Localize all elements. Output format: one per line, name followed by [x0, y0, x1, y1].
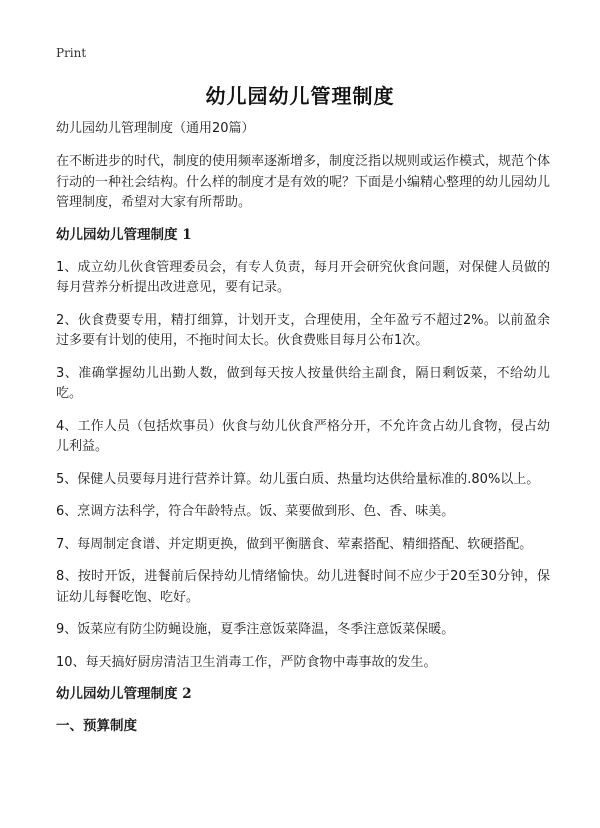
list-item: 6、烹调方法科学，符合年龄特点。饭、菜要做到形、色、香、味美。: [56, 504, 455, 519]
document-title: 幼儿园幼儿管理制度: [205, 84, 395, 108]
list-item: 1、成立幼儿伙食管理委员会，有专人负责，每月开会研究伙食问题，对保健人员做的每月营养分析提出改进意见，要有记录。: [56, 259, 550, 295]
list-item: 2、伙食费要专用，精打细算，计划开支，合理使用，全年盈亏不超过2%。以前盈余过多要有计划的使用，不拖时间太长。伙食费账目每月公布1次。: [56, 312, 550, 348]
subsection-heading: 一、预算制度: [56, 718, 137, 734]
intro-paragraph: 在不断进步的时代，制度的使用频率逐渐增多，制度泛指以规则或运作模式，规范个体行动的一种社会结构。什么样的制度才是有效的呢？下面是小编精心整理的幼儿园幼儿管理制度，希望对大家有所帮助。: [56, 154, 551, 210]
list-item: 3、准确掌握幼儿出勤人数，做到每天按人按量供给主副食，隔日剩饭菜，不给幼儿吃。: [56, 365, 550, 401]
list-item: 9、饭菜应有防尘防蝇设施，夏季注意饭菜降温，冬季注意饭菜保暖。: [56, 622, 455, 637]
document-body: [56, 120, 550, 735]
print-label: Print: [56, 46, 87, 60]
list-item: 8、按时开饭，进餐前后保持幼儿情绪愉快。幼儿进餐时间不应少于20至30分钟，保证幼儿每餐吃饱、吃好。: [56, 569, 550, 605]
list-item: 4、工作人员（包括炊事员）伙食与幼儿伙食严格分开，不允许贪占幼儿食物，侵占幼儿利益。: [56, 418, 550, 454]
list-item: 5、保健人员要每月进行营养计算。幼儿蛋白质、热量均达供给量标准的.80%以上。: [56, 471, 540, 487]
section-heading-2: 幼儿园幼儿管理制度 2: [56, 686, 192, 702]
list-item: 10、每天搞好厨房清洁卫生消毒工作，严防食物中毒事故的发生。: [56, 654, 437, 670]
list-item: 7、每周制定食谱、并定期更换，做到平衡膳食、荤素搭配、精细搭配、软硬搭配。: [56, 536, 533, 552]
document-subtitle: 幼儿园幼儿管理制度（通用20篇）: [56, 121, 255, 136]
section-heading-1: 幼儿园幼儿管理制度 1: [56, 226, 192, 243]
